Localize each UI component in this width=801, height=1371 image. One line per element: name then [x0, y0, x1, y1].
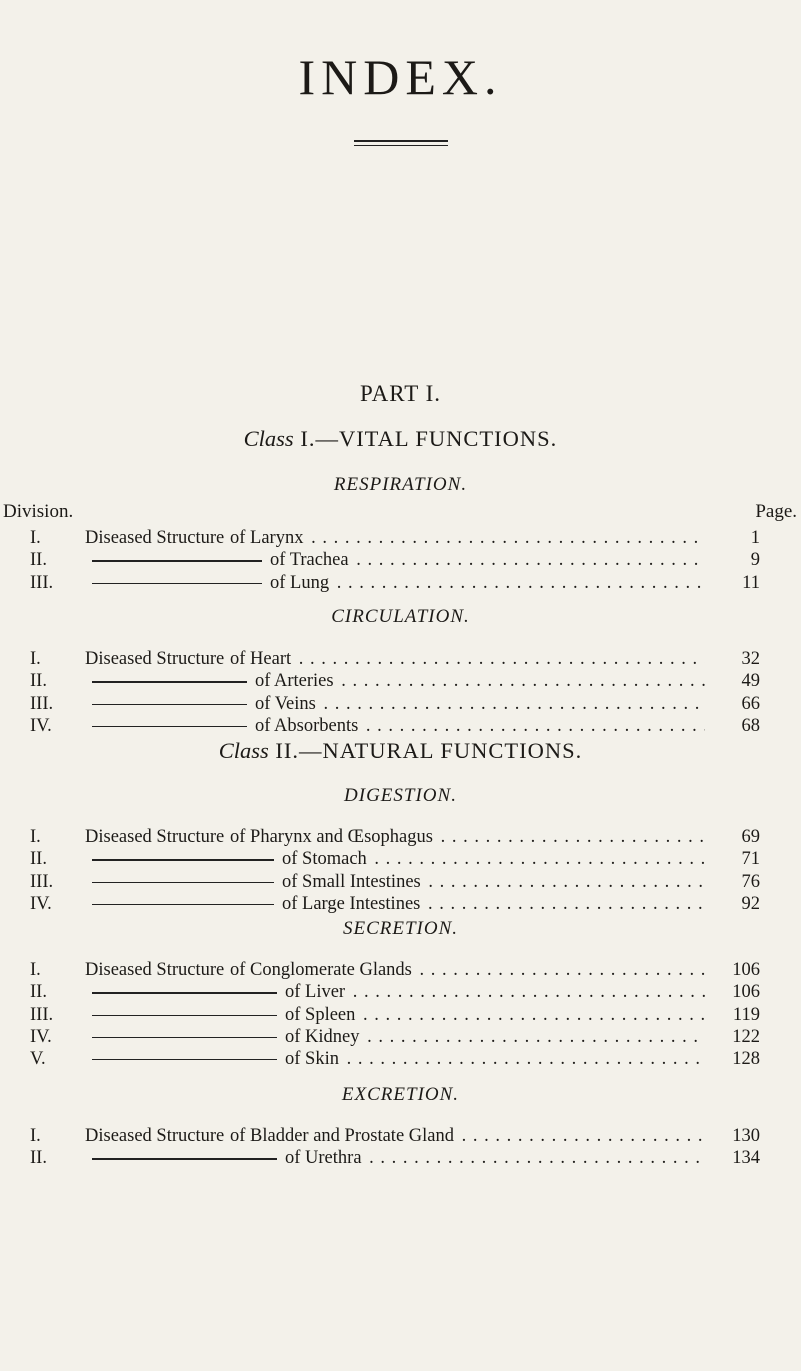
- index-entry: [30, 670, 760, 692]
- entry-lead: Diseased Structure: [85, 960, 225, 980]
- division-number: III.: [30, 871, 54, 892]
- entry-subject: of Bladder and Prostate Gland: [230, 1126, 454, 1146]
- division-number: III.: [30, 572, 54, 593]
- index-entry: [30, 1125, 760, 1147]
- entry-subject: of Lung: [270, 572, 330, 593]
- entry-subject: of Trachea: [270, 550, 349, 571]
- division-number: IV.: [30, 893, 52, 914]
- division-number: III.: [30, 693, 54, 714]
- page-number: 66: [741, 693, 760, 714]
- ditto-rule: [92, 1037, 277, 1038]
- entry-subject: of Skin: [285, 1049, 339, 1070]
- entry-text: [285, 1048, 705, 1070]
- ditto-rule: [92, 704, 247, 705]
- ditto-rule: [92, 882, 274, 883]
- index-entry: [30, 572, 760, 594]
- entry-subject: of Pharynx and Œsophagus: [230, 827, 433, 847]
- page-number: 76: [741, 871, 760, 892]
- index-entry: [30, 893, 760, 915]
- entry-subject: of Kidney: [285, 1026, 360, 1047]
- division-number: II.: [30, 1148, 47, 1169]
- entry-text: [230, 1125, 705, 1147]
- entry-subject: of Larynx: [230, 528, 304, 548]
- division-number: II.: [30, 550, 47, 571]
- entry-subject: of Stomach: [282, 849, 367, 870]
- division-number: I.: [30, 960, 41, 980]
- index-entry: [30, 981, 760, 1003]
- page-number: 32: [741, 649, 760, 669]
- ditto-rule: [92, 726, 247, 727]
- division-number: I.: [30, 528, 41, 548]
- class-word: Class: [243, 426, 294, 451]
- page-number: 9: [750, 550, 760, 571]
- section-heading-secretion: SECRETION.: [342, 918, 459, 939]
- entry-subject: of Small Intestines: [282, 871, 421, 892]
- division-number: I.: [30, 649, 41, 669]
- section-heading-circulation: CIRCULATION.: [331, 606, 470, 627]
- index-entry: [30, 693, 760, 715]
- entry-subject: of Large Intestines: [282, 893, 421, 914]
- entry-text: [282, 871, 705, 893]
- division-number: III.: [30, 1004, 54, 1025]
- ditto-rule: [92, 1158, 277, 1159]
- entry-text: [230, 826, 705, 848]
- page-number: 122: [732, 1026, 760, 1047]
- division-number: II.: [30, 671, 47, 692]
- page-number: 49: [741, 671, 760, 692]
- entry-text: [285, 1147, 705, 1169]
- ditto-rule: [92, 681, 247, 682]
- index-entry: [30, 648, 760, 670]
- page-number: 119: [732, 1004, 760, 1025]
- ditto-rule: [92, 859, 274, 860]
- division-header: Division.: [3, 501, 74, 522]
- page-title: INDEX.: [298, 49, 503, 105]
- index-entry: [30, 527, 760, 549]
- entry-subject: of Urethra: [285, 1148, 362, 1169]
- division-number: II.: [30, 849, 47, 870]
- entry-subject: of Arteries: [255, 671, 334, 692]
- index-entry: [30, 715, 760, 737]
- title-divider: [354, 140, 448, 149]
- index-entry: [30, 1048, 760, 1070]
- division-number: IV.: [30, 1026, 52, 1047]
- ditto-rule: [92, 904, 274, 905]
- entry-subject: of Veins: [255, 693, 316, 714]
- entry-text: [270, 549, 705, 571]
- division-number: I.: [30, 827, 41, 847]
- entry-lead: Diseased Structure: [85, 827, 225, 847]
- page-number: 92: [741, 893, 760, 914]
- division-number: I.: [30, 1126, 41, 1146]
- entry-text: [285, 1004, 705, 1026]
- ditto-rule: [92, 560, 262, 561]
- entry-text: [282, 893, 705, 915]
- part-heading: PART I.: [359, 381, 442, 406]
- page-number: 71: [741, 849, 760, 870]
- page-number: 68: [741, 715, 760, 736]
- page-number: 1: [750, 528, 760, 548]
- class-heading-2: [0, 738, 801, 764]
- entry-text: [230, 648, 705, 670]
- page-number: 11: [742, 572, 760, 593]
- entry-lead: Diseased Structure: [85, 528, 225, 548]
- entry-text: [230, 527, 705, 549]
- division-number: II.: [30, 982, 47, 1003]
- page-number: 69: [741, 827, 760, 847]
- entry-lead: Diseased Structure: [85, 1126, 225, 1146]
- division-number: V.: [30, 1049, 46, 1070]
- entry-lead: Diseased Structure: [85, 649, 225, 669]
- page-number: 128: [732, 1049, 760, 1070]
- class-title: II.—NATURAL FUNCTIONS.: [268, 738, 583, 763]
- page-header: Page.: [755, 501, 797, 522]
- ditto-rule: [92, 1059, 277, 1060]
- class-title: I.—VITAL FUNCTIONS.: [293, 426, 558, 451]
- ditto-rule: [92, 583, 262, 584]
- index-entry: [30, 848, 760, 870]
- class-heading-1: [0, 426, 801, 452]
- entry-text: [255, 670, 705, 692]
- index-entry: [30, 549, 760, 571]
- entry-text: [282, 848, 705, 870]
- section-heading-digestion: DIGESTION.: [344, 785, 457, 806]
- index-entry: [30, 826, 760, 848]
- entry-text: [230, 959, 705, 981]
- index-entry: [30, 1026, 760, 1048]
- entry-text: [255, 693, 705, 715]
- index-entry: [30, 959, 760, 981]
- entry-subject: of Liver: [285, 982, 346, 1003]
- page-number: 106: [732, 960, 760, 980]
- section-heading-respiration: RESPIRATION.: [333, 474, 468, 495]
- class-word: Class: [218, 738, 269, 763]
- index-entry: [30, 871, 760, 893]
- entry-text: [270, 572, 705, 594]
- entry-text: [255, 715, 705, 737]
- entry-subject: of Conglomerate Glands: [230, 960, 412, 980]
- page-number: 134: [732, 1148, 760, 1169]
- entry-subject: of Spleen: [285, 1004, 356, 1025]
- index-entry: [30, 1147, 760, 1169]
- ditto-rule: [92, 992, 277, 993]
- page-number: 106: [732, 982, 760, 1003]
- page-number: 130: [732, 1126, 760, 1146]
- entry-text: [285, 1026, 705, 1048]
- division-number: IV.: [30, 715, 52, 736]
- entry-subject: of Absorbents: [255, 715, 359, 736]
- entry-text: [285, 981, 705, 1003]
- ditto-rule: [92, 1015, 277, 1016]
- section-heading-excretion: EXCRETION.: [341, 1084, 460, 1105]
- index-entry: [30, 1004, 760, 1026]
- entry-subject: of Heart: [230, 649, 292, 669]
